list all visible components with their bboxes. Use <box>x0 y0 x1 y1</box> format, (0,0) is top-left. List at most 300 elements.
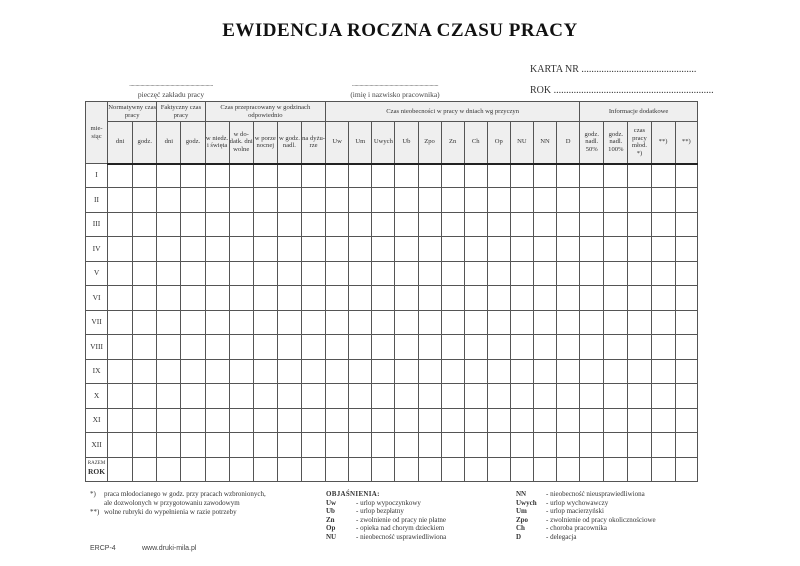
entry-cell[interactable] <box>253 359 277 383</box>
entry-cell[interactable] <box>604 237 628 261</box>
entry-cell[interactable] <box>510 384 533 408</box>
entry-cell[interactable] <box>651 384 675 408</box>
entry-cell[interactable] <box>510 237 533 261</box>
entry-cell[interactable] <box>181 335 205 359</box>
entry-cell[interactable] <box>395 433 418 457</box>
entry-cell[interactable] <box>301 384 325 408</box>
entry-cell[interactable] <box>464 335 487 359</box>
entry-cell[interactable] <box>372 286 395 310</box>
entry-cell[interactable] <box>157 286 181 310</box>
entry-cell[interactable] <box>580 261 604 285</box>
entry-cell[interactable] <box>205 286 229 310</box>
entry-cell[interactable] <box>181 188 205 212</box>
entry-cell[interactable] <box>229 164 253 188</box>
entry-cell[interactable] <box>326 164 349 188</box>
entry-cell[interactable] <box>277 164 301 188</box>
entry-cell[interactable] <box>326 237 349 261</box>
entry-cell[interactable] <box>301 164 325 188</box>
entry-cell[interactable] <box>205 164 229 188</box>
entry-cell[interactable] <box>157 433 181 457</box>
entry-cell[interactable] <box>277 384 301 408</box>
entry-cell[interactable] <box>181 359 205 383</box>
entry-cell[interactable] <box>628 286 651 310</box>
pracownik-dotted-line[interactable]: ..................................................................... <box>351 80 439 88</box>
total-cell[interactable] <box>181 457 205 481</box>
entry-cell[interactable] <box>133 237 157 261</box>
entry-cell[interactable] <box>510 188 533 212</box>
entry-cell[interactable] <box>557 310 580 334</box>
entry-cell[interactable] <box>133 433 157 457</box>
entry-cell[interactable] <box>277 237 301 261</box>
total-cell[interactable] <box>205 457 229 481</box>
entry-cell[interactable] <box>349 408 372 432</box>
total-cell[interactable] <box>464 457 487 481</box>
entry-cell[interactable] <box>487 188 510 212</box>
entry-cell[interactable] <box>108 359 133 383</box>
entry-cell[interactable] <box>253 164 277 188</box>
entry-cell[interactable] <box>277 359 301 383</box>
entry-cell[interactable] <box>651 310 675 334</box>
total-cell[interactable] <box>349 457 372 481</box>
entry-cell[interactable] <box>487 433 510 457</box>
entry-cell[interactable] <box>181 164 205 188</box>
entry-cell[interactable] <box>326 286 349 310</box>
entry-cell[interactable] <box>510 261 533 285</box>
entry-cell[interactable] <box>108 261 133 285</box>
entry-cell[interactable] <box>675 237 697 261</box>
entry-cell[interactable] <box>301 433 325 457</box>
entry-cell[interactable] <box>277 310 301 334</box>
entry-cell[interactable] <box>301 408 325 432</box>
entry-cell[interactable] <box>349 335 372 359</box>
entry-cell[interactable] <box>487 384 510 408</box>
entry-cell[interactable] <box>464 286 487 310</box>
entry-cell[interactable] <box>229 310 253 334</box>
entry-cell[interactable] <box>301 212 325 236</box>
entry-cell[interactable] <box>253 286 277 310</box>
entry-cell[interactable] <box>441 261 464 285</box>
entry-cell[interactable] <box>557 335 580 359</box>
entry-cell[interactable] <box>675 212 697 236</box>
entry-cell[interactable] <box>372 310 395 334</box>
entry-cell[interactable] <box>108 212 133 236</box>
entry-cell[interactable] <box>205 408 229 432</box>
entry-cell[interactable] <box>108 286 133 310</box>
entry-cell[interactable] <box>349 310 372 334</box>
entry-cell[interactable] <box>229 433 253 457</box>
entry-cell[interactable] <box>253 261 277 285</box>
entry-cell[interactable] <box>133 164 157 188</box>
entry-cell[interactable] <box>487 237 510 261</box>
entry-cell[interactable] <box>395 408 418 432</box>
entry-cell[interactable] <box>441 408 464 432</box>
entry-cell[interactable] <box>464 384 487 408</box>
entry-cell[interactable] <box>277 261 301 285</box>
entry-cell[interactable] <box>464 359 487 383</box>
entry-cell[interactable] <box>651 408 675 432</box>
total-cell[interactable] <box>277 457 301 481</box>
entry-cell[interactable] <box>349 188 372 212</box>
entry-cell[interactable] <box>372 237 395 261</box>
entry-cell[interactable] <box>108 408 133 432</box>
entry-cell[interactable] <box>108 335 133 359</box>
total-cell[interactable] <box>580 457 604 481</box>
entry-cell[interactable] <box>133 286 157 310</box>
entry-cell[interactable] <box>205 384 229 408</box>
entry-cell[interactable] <box>205 188 229 212</box>
entry-cell[interactable] <box>133 188 157 212</box>
entry-cell[interactable] <box>418 286 441 310</box>
total-cell[interactable] <box>510 457 533 481</box>
entry-cell[interactable] <box>557 359 580 383</box>
entry-cell[interactable] <box>205 261 229 285</box>
total-cell[interactable] <box>372 457 395 481</box>
entry-cell[interactable] <box>487 164 510 188</box>
entry-cell[interactable] <box>205 359 229 383</box>
entry-cell[interactable] <box>441 286 464 310</box>
entry-cell[interactable] <box>464 310 487 334</box>
total-cell[interactable] <box>326 457 349 481</box>
entry-cell[interactable] <box>651 212 675 236</box>
entry-cell[interactable] <box>487 286 510 310</box>
entry-cell[interactable] <box>675 188 697 212</box>
entry-cell[interactable] <box>533 188 556 212</box>
entry-cell[interactable] <box>349 433 372 457</box>
entry-cell[interactable] <box>418 188 441 212</box>
total-cell[interactable] <box>675 457 697 481</box>
entry-cell[interactable] <box>510 310 533 334</box>
entry-cell[interactable] <box>510 164 533 188</box>
entry-cell[interactable] <box>326 433 349 457</box>
entry-cell[interactable] <box>651 286 675 310</box>
entry-cell[interactable] <box>533 237 556 261</box>
entry-cell[interactable] <box>580 433 604 457</box>
entry-cell[interactable] <box>557 286 580 310</box>
entry-cell[interactable] <box>441 237 464 261</box>
entry-cell[interactable] <box>277 286 301 310</box>
total-cell[interactable] <box>253 457 277 481</box>
entry-cell[interactable] <box>301 310 325 334</box>
entry-cell[interactable] <box>326 335 349 359</box>
entry-cell[interactable] <box>253 237 277 261</box>
entry-cell[interactable] <box>157 408 181 432</box>
entry-cell[interactable] <box>533 335 556 359</box>
entry-cell[interactable] <box>229 335 253 359</box>
entry-cell[interactable] <box>557 384 580 408</box>
entry-cell[interactable] <box>675 261 697 285</box>
entry-cell[interactable] <box>651 359 675 383</box>
entry-cell[interactable] <box>510 433 533 457</box>
entry-cell[interactable] <box>395 310 418 334</box>
entry-cell[interactable] <box>157 384 181 408</box>
entry-cell[interactable] <box>557 188 580 212</box>
entry-cell[interactable] <box>181 286 205 310</box>
entry-cell[interactable] <box>675 433 697 457</box>
entry-cell[interactable] <box>181 310 205 334</box>
entry-cell[interactable] <box>277 335 301 359</box>
entry-cell[interactable] <box>487 359 510 383</box>
entry-cell[interactable] <box>229 384 253 408</box>
entry-cell[interactable] <box>418 408 441 432</box>
entry-cell[interactable] <box>441 188 464 212</box>
entry-cell[interactable] <box>464 237 487 261</box>
entry-cell[interactable] <box>372 384 395 408</box>
entry-cell[interactable] <box>349 212 372 236</box>
entry-cell[interactable] <box>628 237 651 261</box>
entry-cell[interactable] <box>133 310 157 334</box>
entry-cell[interactable] <box>510 286 533 310</box>
entry-cell[interactable] <box>651 188 675 212</box>
entry-cell[interactable] <box>557 261 580 285</box>
entry-cell[interactable] <box>326 261 349 285</box>
entry-cell[interactable] <box>464 261 487 285</box>
entry-cell[interactable] <box>604 359 628 383</box>
entry-cell[interactable] <box>326 212 349 236</box>
entry-cell[interactable] <box>580 335 604 359</box>
entry-cell[interactable] <box>326 310 349 334</box>
entry-cell[interactable] <box>464 188 487 212</box>
entry-cell[interactable] <box>580 237 604 261</box>
entry-cell[interactable] <box>277 212 301 236</box>
total-cell[interactable] <box>418 457 441 481</box>
entry-cell[interactable] <box>487 310 510 334</box>
entry-cell[interactable] <box>675 286 697 310</box>
entry-cell[interactable] <box>253 212 277 236</box>
pieczec-dotted-line[interactable]: ................................................................... <box>129 80 213 88</box>
entry-cell[interactable] <box>441 359 464 383</box>
entry-cell[interactable] <box>395 188 418 212</box>
entry-cell[interactable] <box>395 384 418 408</box>
entry-cell[interactable] <box>181 212 205 236</box>
entry-cell[interactable] <box>628 188 651 212</box>
entry-cell[interactable] <box>557 433 580 457</box>
entry-cell[interactable] <box>580 408 604 432</box>
entry-cell[interactable] <box>157 237 181 261</box>
entry-cell[interactable] <box>628 408 651 432</box>
entry-cell[interactable] <box>604 261 628 285</box>
entry-cell[interactable] <box>441 310 464 334</box>
entry-cell[interactable] <box>253 384 277 408</box>
entry-cell[interactable] <box>418 164 441 188</box>
entry-cell[interactable] <box>181 237 205 261</box>
entry-cell[interactable] <box>395 286 418 310</box>
total-cell[interactable] <box>301 457 325 481</box>
total-cell[interactable] <box>557 457 580 481</box>
entry-cell[interactable] <box>557 237 580 261</box>
entry-cell[interactable] <box>628 261 651 285</box>
entry-cell[interactable] <box>651 237 675 261</box>
entry-cell[interactable] <box>441 335 464 359</box>
entry-cell[interactable] <box>464 408 487 432</box>
entry-cell[interactable] <box>157 212 181 236</box>
entry-cell[interactable] <box>395 237 418 261</box>
entry-cell[interactable] <box>395 359 418 383</box>
entry-cell[interactable] <box>301 359 325 383</box>
entry-cell[interactable] <box>510 359 533 383</box>
total-cell[interactable] <box>651 457 675 481</box>
entry-cell[interactable] <box>229 408 253 432</box>
entry-cell[interactable] <box>157 335 181 359</box>
total-cell[interactable] <box>628 457 651 481</box>
entry-cell[interactable] <box>418 335 441 359</box>
entry-cell[interactable] <box>533 261 556 285</box>
entry-cell[interactable] <box>675 335 697 359</box>
entry-cell[interactable] <box>133 384 157 408</box>
entry-cell[interactable] <box>253 188 277 212</box>
entry-cell[interactable] <box>604 433 628 457</box>
entry-cell[interactable] <box>441 164 464 188</box>
entry-cell[interactable] <box>651 261 675 285</box>
entry-cell[interactable] <box>157 310 181 334</box>
entry-cell[interactable] <box>418 261 441 285</box>
entry-cell[interactable] <box>580 188 604 212</box>
entry-cell[interactable] <box>372 188 395 212</box>
entry-cell[interactable] <box>628 164 651 188</box>
entry-cell[interactable] <box>395 261 418 285</box>
entry-cell[interactable] <box>628 433 651 457</box>
entry-cell[interactable] <box>157 164 181 188</box>
entry-cell[interactable] <box>675 408 697 432</box>
entry-cell[interactable] <box>675 384 697 408</box>
entry-cell[interactable] <box>557 408 580 432</box>
entry-cell[interactable] <box>418 384 441 408</box>
entry-cell[interactable] <box>675 359 697 383</box>
total-cell[interactable] <box>395 457 418 481</box>
entry-cell[interactable] <box>604 384 628 408</box>
entry-cell[interactable] <box>349 359 372 383</box>
entry-cell[interactable] <box>229 237 253 261</box>
entry-cell[interactable] <box>133 261 157 285</box>
entry-cell[interactable] <box>253 335 277 359</box>
entry-cell[interactable] <box>181 261 205 285</box>
entry-cell[interactable] <box>205 212 229 236</box>
entry-cell[interactable] <box>108 310 133 334</box>
entry-cell[interactable] <box>349 384 372 408</box>
total-cell[interactable] <box>487 457 510 481</box>
entry-cell[interactable] <box>133 335 157 359</box>
entry-cell[interactable] <box>651 335 675 359</box>
entry-cell[interactable] <box>580 310 604 334</box>
entry-cell[interactable] <box>372 212 395 236</box>
karta-nr-field[interactable]: KARTA NR .............................................. <box>530 64 697 75</box>
entry-cell[interactable] <box>464 212 487 236</box>
entry-cell[interactable] <box>418 237 441 261</box>
entry-cell[interactable] <box>487 408 510 432</box>
entry-cell[interactable] <box>395 212 418 236</box>
entry-cell[interactable] <box>108 164 133 188</box>
entry-cell[interactable] <box>133 359 157 383</box>
entry-cell[interactable] <box>157 188 181 212</box>
entry-cell[interactable] <box>441 212 464 236</box>
entry-cell[interactable] <box>533 384 556 408</box>
entry-cell[interactable] <box>205 433 229 457</box>
total-cell[interactable] <box>133 457 157 481</box>
entry-cell[interactable] <box>651 164 675 188</box>
entry-cell[interactable] <box>533 310 556 334</box>
entry-cell[interactable] <box>157 359 181 383</box>
total-cell[interactable] <box>108 457 133 481</box>
entry-cell[interactable] <box>604 310 628 334</box>
entry-cell[interactable] <box>533 408 556 432</box>
entry-cell[interactable] <box>628 212 651 236</box>
entry-cell[interactable] <box>557 164 580 188</box>
entry-cell[interactable] <box>651 433 675 457</box>
entry-cell[interactable] <box>604 164 628 188</box>
entry-cell[interactable] <box>628 384 651 408</box>
entry-cell[interactable] <box>349 261 372 285</box>
entry-cell[interactable] <box>181 384 205 408</box>
entry-cell[interactable] <box>277 188 301 212</box>
entry-cell[interactable] <box>326 408 349 432</box>
entry-cell[interactable] <box>181 408 205 432</box>
entry-cell[interactable] <box>580 212 604 236</box>
entry-cell[interactable] <box>253 433 277 457</box>
entry-cell[interactable] <box>533 286 556 310</box>
entry-cell[interactable] <box>133 212 157 236</box>
rok-field[interactable]: ROK ................................................................ <box>530 85 714 96</box>
entry-cell[interactable] <box>277 408 301 432</box>
entry-cell[interactable] <box>181 433 205 457</box>
entry-cell[interactable] <box>301 261 325 285</box>
entry-cell[interactable] <box>301 237 325 261</box>
entry-cell[interactable] <box>229 212 253 236</box>
entry-cell[interactable] <box>301 188 325 212</box>
total-cell[interactable] <box>533 457 556 481</box>
entry-cell[interactable] <box>604 286 628 310</box>
entry-cell[interactable] <box>229 286 253 310</box>
entry-cell[interactable] <box>301 286 325 310</box>
entry-cell[interactable] <box>372 408 395 432</box>
entry-cell[interactable] <box>108 188 133 212</box>
entry-cell[interactable] <box>628 310 651 334</box>
entry-cell[interactable] <box>372 433 395 457</box>
entry-cell[interactable] <box>533 164 556 188</box>
entry-cell[interactable] <box>441 433 464 457</box>
entry-cell[interactable] <box>510 408 533 432</box>
entry-cell[interactable] <box>464 433 487 457</box>
entry-cell[interactable] <box>229 359 253 383</box>
entry-cell[interactable] <box>675 310 697 334</box>
entry-cell[interactable] <box>533 433 556 457</box>
entry-cell[interactable] <box>418 212 441 236</box>
entry-cell[interactable] <box>372 261 395 285</box>
entry-cell[interactable] <box>229 188 253 212</box>
entry-cell[interactable] <box>487 335 510 359</box>
entry-cell[interactable] <box>372 164 395 188</box>
entry-cell[interactable] <box>580 286 604 310</box>
entry-cell[interactable] <box>372 335 395 359</box>
entry-cell[interactable] <box>372 359 395 383</box>
entry-cell[interactable] <box>349 237 372 261</box>
entry-cell[interactable] <box>604 408 628 432</box>
entry-cell[interactable] <box>253 310 277 334</box>
entry-cell[interactable] <box>580 164 604 188</box>
entry-cell[interactable] <box>229 261 253 285</box>
entry-cell[interactable] <box>675 164 697 188</box>
total-cell[interactable] <box>604 457 628 481</box>
entry-cell[interactable] <box>628 335 651 359</box>
entry-cell[interactable] <box>395 164 418 188</box>
entry-cell[interactable] <box>253 408 277 432</box>
entry-cell[interactable] <box>604 188 628 212</box>
entry-cell[interactable] <box>157 261 181 285</box>
entry-cell[interactable] <box>418 310 441 334</box>
entry-cell[interactable] <box>418 359 441 383</box>
entry-cell[interactable] <box>326 188 349 212</box>
entry-cell[interactable] <box>464 164 487 188</box>
entry-cell[interactable] <box>580 359 604 383</box>
publisher-url[interactable]: www.druki-mila.pl <box>142 545 197 552</box>
